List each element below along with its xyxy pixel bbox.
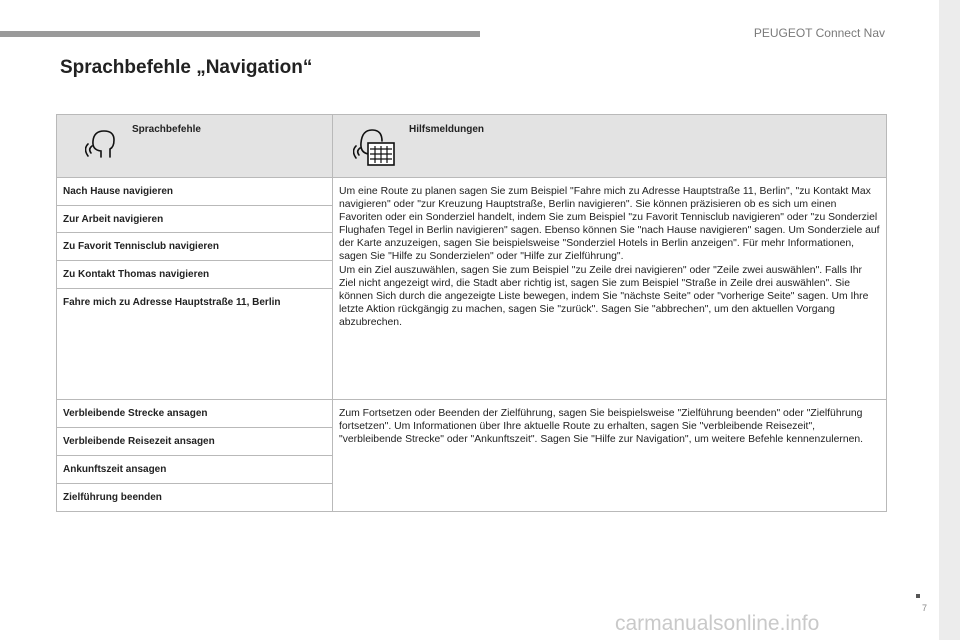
voice-commands-table bbox=[56, 114, 887, 512]
command-item: Verbleibende Strecke ansagen bbox=[57, 400, 332, 428]
command-item: Zur Arbeit navigieren bbox=[57, 206, 332, 233]
page-title: Sprachbefehle „Navigation“ bbox=[60, 57, 313, 78]
speaking-head-help-icon bbox=[353, 121, 399, 167]
command-list-cell bbox=[57, 400, 333, 512]
help-text-cell: Um eine Route zu planen sagen Sie zum Beispiel "Fahre mich zu Adresse Hauptstraße 11, Berlin", "zu Kontakt Max navigieren" oder "zur Kreuzung Hauptstraße, Berlin navigieren". Sie können präzisieren ob es sich um einen Favoriten oder ein Sonderziel handelt, indem Sie zum Beispiel "zu Favorit Tennisclub navigieren" oder "zu Sonderziel Flughafen Tegel in Berlin navigieren" sagen. Ebenso können Sie "nach Hause navigieren" sagen. Um Sonderziele auf der Karte anzuzeigen, sagen Sie beispielsweise "Sonderziel Hotels in Berlin anzeigen". Für mehr Informationen, sagen Sie "Hilfe zu Sonderzielen" oder "Hilfe zur Zielführung". Um ein Ziel auszuwählen, sagen Sie zum Beispiel "zu Zeile drei navigieren" oder "Zeile zwei auswählen". Falls Ihr Ziel nicht angezeigt wird, die Stadt aber richtig ist, sagen Sie zum Beispiel "Straße in Zeile drei auswählen". Sie können Sich durch die angezeigte Liste bewegen, indem Sie "nächste Seite" oder "vorherige Seite" sagen. Um Ihre letzte Aktion rückgängig zu machen, sagen Sie "zurück". Sagen Sie "abbrechen", um den aktuellen Vorgang abzubrechen. bbox=[333, 178, 887, 400]
header-cell-commands bbox=[57, 115, 333, 178]
command-item: Fahre mich zu Adresse Hauptstraße 11, Berlin bbox=[63, 297, 281, 308]
page-marker-dot bbox=[916, 594, 920, 598]
help-text-cell: Zum Fortsetzen oder Beenden der Zielführung, sagen Sie beispielsweise "Zielführung beenden" oder "Zielführung fortsetzen". Um Informationen über Ihre aktuelle Route zu erhalten, sagen Sie "verbleibende Reisezeit", "verbleibende Strecke" oder "Ankunftszeit". Sagen Sie "Hilfe zur Navigation", um weitere Befehle kennenzulernen. bbox=[333, 400, 887, 512]
table-header-row bbox=[57, 115, 887, 178]
header-label-commands: Sprachbefehle bbox=[132, 124, 201, 135]
brand-label: PEUGEOT Connect Nav bbox=[753, 26, 885, 40]
watermark-text: carmanualsonline.info bbox=[615, 612, 820, 635]
command-group-row bbox=[57, 178, 887, 400]
top-accent-bar bbox=[0, 31, 480, 37]
command-group-row bbox=[57, 400, 887, 512]
command-item: Zu Kontakt Thomas navigieren bbox=[57, 261, 332, 289]
page-edge-strip bbox=[939, 0, 960, 640]
command-item: Ankunftszeit ansagen bbox=[57, 456, 332, 484]
page-number: 7 bbox=[922, 603, 928, 613]
speaking-head-icon bbox=[85, 127, 119, 161]
command-item: Nach Hause navigieren bbox=[57, 178, 332, 206]
command-list-cell bbox=[57, 178, 333, 400]
command-item: Zu Favorit Tennisclub navigieren bbox=[57, 233, 332, 261]
header-label-help: Hilfsmeldungen bbox=[409, 124, 485, 135]
header-cell-help bbox=[333, 115, 887, 178]
command-item: Verbleibende Reisezeit ansagen bbox=[57, 428, 332, 456]
command-item: Zielführung beenden bbox=[63, 492, 162, 503]
